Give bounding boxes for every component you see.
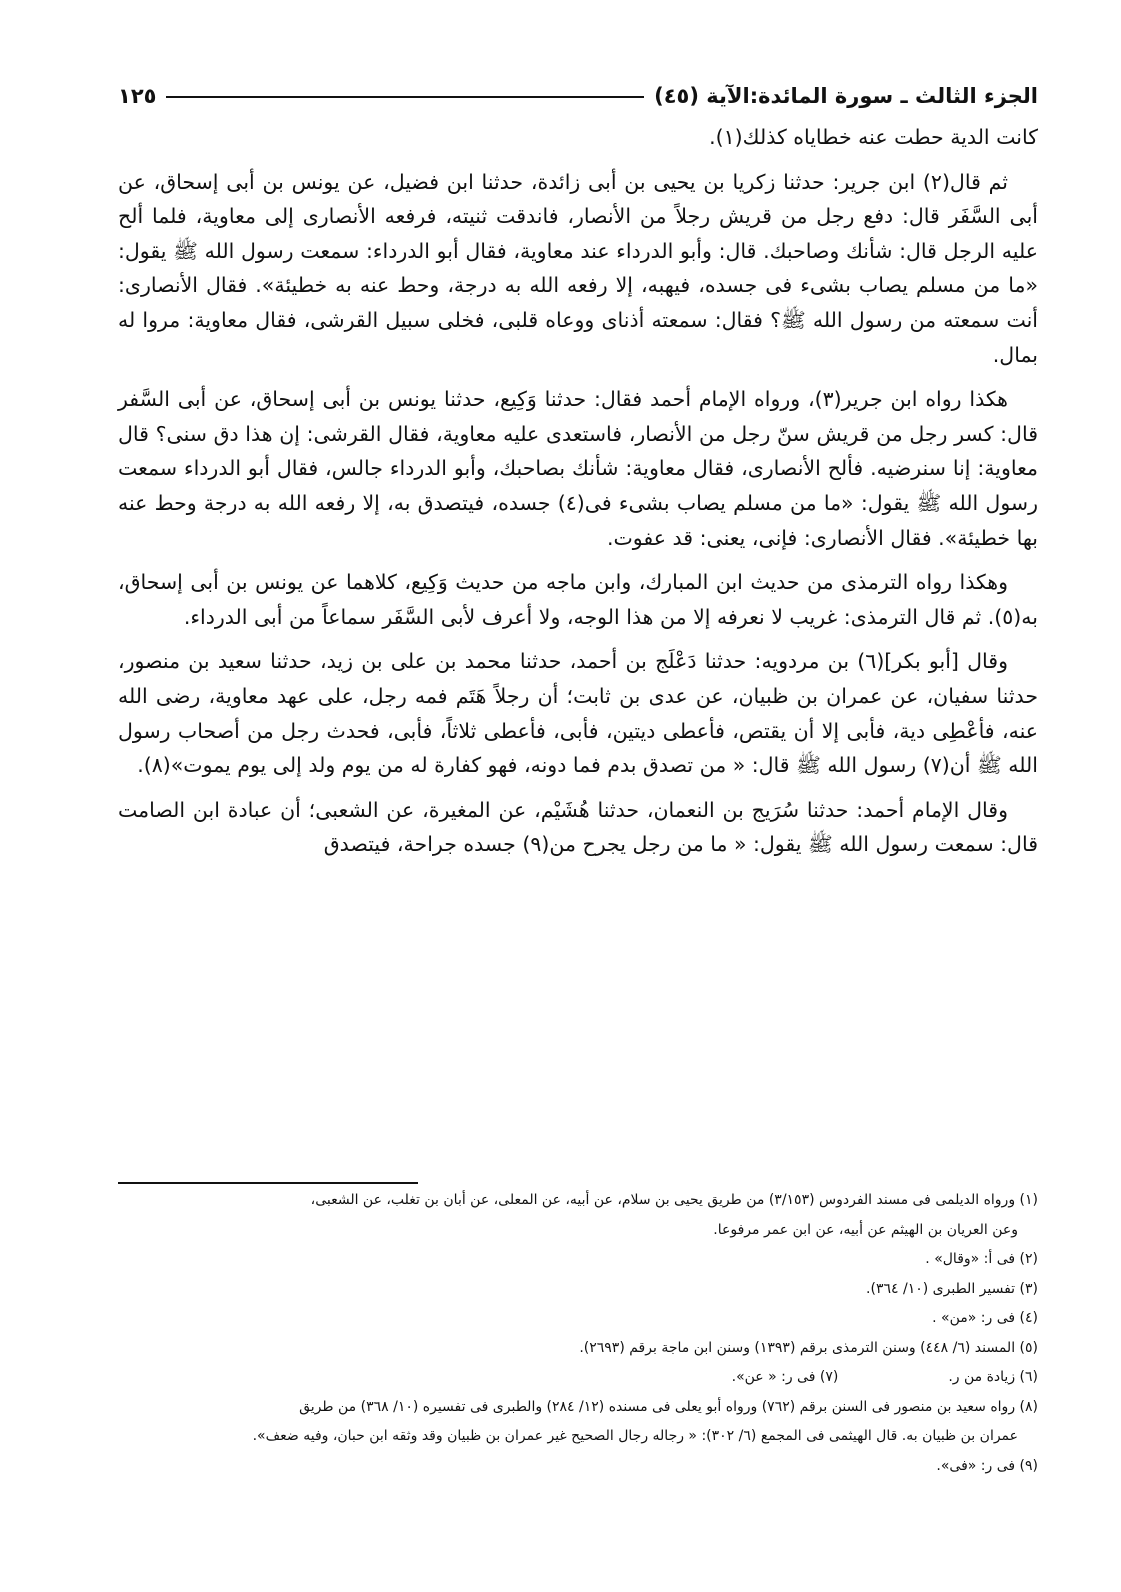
footnote-6: (٦) زيادة من ر. xyxy=(948,1369,1038,1385)
footnote-7: (٧) فى ر: « عن». xyxy=(731,1369,839,1385)
footnote-1-continued: وعن العريان بن الهيثم عن أبيه، عن ابن عمر مرفوعا. xyxy=(713,1221,1018,1238)
book-page xyxy=(118,62,1038,1562)
footnotes xyxy=(118,1188,1038,1483)
paragraph-4: وهكذا رواه الترمذى من حديث ابن المبارك، وابن ماجه من حديث وَكِيع، كلاهما عن يونس بن أبى إسحاق، به(٥). ثم قال الترمذى: غريب لا نعرفه إلا من هذا الوجه، ولا أعرف لأبى السَّفَر سماعاً من أبى الدرداء. xyxy=(118,570,1038,629)
footnote-2: (٢) فى أ: «وقال» . xyxy=(925,1251,1038,1267)
paragraph-1: كانت الدية حطت عنه خطاياه كذلك(١). xyxy=(709,125,1038,149)
running-header xyxy=(118,76,1038,116)
paragraph-6: وقال الإمام أحمد: حدثنا سُرَيج بن النعمان، حدثنا هُشَيْم، عن المغيرة، عن الشعبى؛ أن عبادة ابن الصامت قال: سمعت رسول الله ﷺ يقول: « ما من رجل يجرح من(٩) جسده جراحة، فيتصدق xyxy=(118,797,1038,857)
footnote-3: (٣) تفسير الطبرى (١٠/ ٣٦٤). xyxy=(866,1280,1038,1297)
footnote-8-continued: عمران بن ظبيان به. قال الهيثمى فى المجمع (٦/ ٣٠٢): « رجاله رجال الصحيح غير عمران بن ظبيان وقد وثقه ابن حبان، وفيه ضعف». xyxy=(252,1428,1018,1444)
paragraph-2: ثم قال(٢) ابن جرير: حدثنا زكريا بن يحيى بن أبى زائدة، حدثنا ابن فضيل، عن يونس بن أبى إسحاق، عن أبى السَّفَر قال: دفع رجل من قريش رجلاً من الأنصار، فاندقت ثنيته، فرفعه الأنصارى إلى معاوية، فلما ألح عليه الرجل قال: شأنك وصاحبك. قال: وأبو الدرداء عند معاوية، فقال أبو الدرداء: سمعت رسول الله ﷺ يقول: «ما من مسلم يصاب بشىء فى جسده، فيهبه، إلا رفعه الله به درجة، وحط عنه به خطيئة». فقال الأنصارى: أنت سمعته من رسول الله ﷺ؟ فقال: سمعته أذناى ووعاه قلبى، فخلى سبيل القرشى، فقال معاوية: مروا له بمال. xyxy=(118,169,1038,367)
paragraph-5: وقال [أبو بكر](٦) بن مردويه: حدثنا دَعْلَج بن أحمد، حدثنا محمد بن على بن زيد، حدثنا سعيد بن منصور، حدثنا سفيان، عن عمران بن ظبيان، عن عدى بن ثابت؛ أن رجلاً هَتَم فمه رجل، على عهد معاوية، رضى الله عنه، فأعْطِى دية، فأبى إلا أن يقتص، فأعطى ديتين، فأبى، فأعطى ثلاثاً، فأبى، فحدث رجل من أصحاب رسول الله ﷺ أن(٧) رسول الله ﷺ قال: « من تصدق بدم فما دونه، فهو كفارة له من يوم ولد إلى يوم يموت»(٨). xyxy=(118,649,1038,778)
header-rule xyxy=(166,96,644,98)
footnote-separator xyxy=(118,1182,418,1184)
page-number: ١٢٥ xyxy=(118,84,157,108)
header-title: الجزء الثالث ـ سورة المائدة:الآية (٤٥) xyxy=(654,84,1038,108)
footnote-4: (٤) فى ر: «من» . xyxy=(932,1310,1038,1326)
footnote-8: (٨) رواه سعيد بن منصور فى السنن برقم (٧٦٢) ورواه أبو يعلى فى مسنده (١٢/ ٢٨٤) والطبرى فى تفسيره (١٠/ ٣٦٨) من طريق xyxy=(299,1398,1038,1415)
footnote-9: (٩) فى ر: «فى». xyxy=(936,1457,1038,1474)
footnote-row-6-7 xyxy=(118,1365,1038,1391)
footnote-5: (٥) المسند (٦/ ٤٤٨) وسنن الترمذى برقم (١٣٩٣) وسنن ابن ماجة برقم (٢٦٩٣). xyxy=(579,1339,1038,1356)
footnote-1: (١) ورواه الديلمى فى مسند الفردوس (٣/١٥٣) من طريق يحيى بن سلام، عن أبيه، عن المعلى، عن أبان بن تغلب، عن الشعبى، xyxy=(310,1192,1038,1208)
paragraph-3: هكذا رواه ابن جرير(٣)، ورواه الإمام أحمد فقال: حدثنا وَكِيع، حدثنا يونس بن أبى إسحاق، عن أبى السَّفر قال: كسر رجل من قريش سنّ رجل من الأنصار، فاستعدى عليه معاوية، فقال القرشى: إن هذا دق سنى؟ قال معاوية: إنا سنرضيه. فألح الأنصارى، فقال معاوية: شأنك بصاحبك، وأبو الدرداء جالس، فقال أبو الدرداء سمعت رسول الله ﷺ يقول: «ما من مسلم يصاب بشىء فى(٤) جسده، فيتصدق به، إلا رفعه الله به درجة وحط عنه بها خطيئة». فقال الأنصارى: فإنى، يعنى: قد عفوت. xyxy=(118,387,1038,550)
main-text xyxy=(118,120,1038,862)
